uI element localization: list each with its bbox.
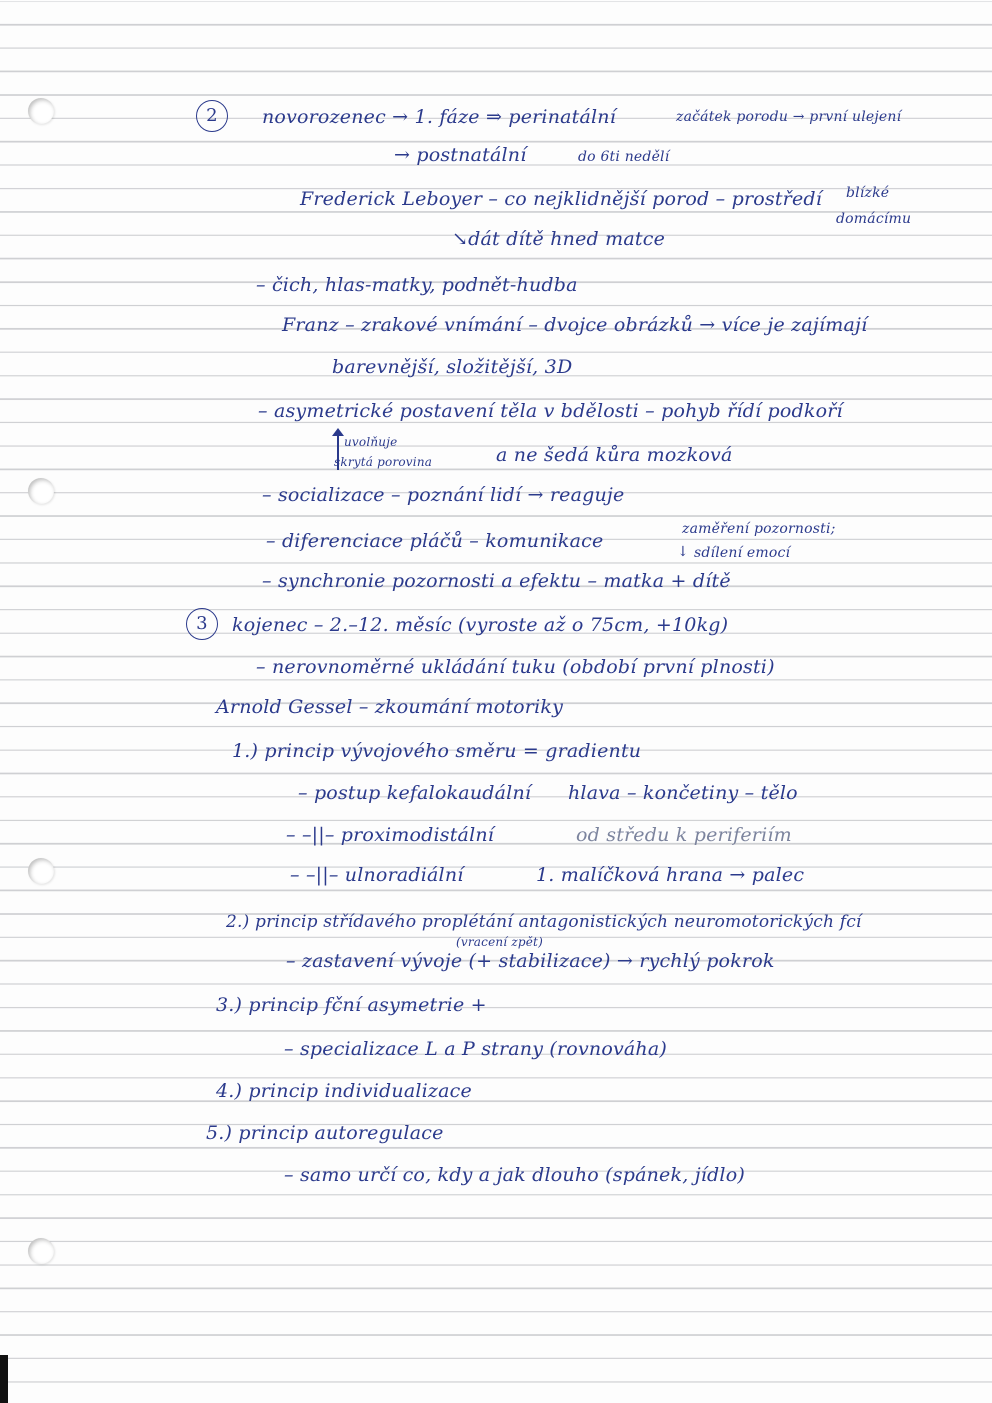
note-annotation: od středu k periferiím: [576, 824, 792, 846]
note-line: novorozenec → 1. fáze ⇒ perinatální: [262, 106, 617, 128]
punch-hole: [28, 858, 54, 884]
note-line: 5.) princip autoregulace: [206, 1122, 444, 1144]
note-line: kojenec – 2.–12. měsíc (vyroste až o 75cm, +10kg): [232, 614, 729, 636]
note-line: – socializace – poznání lidí → reaguje: [262, 484, 625, 506]
note-annotation: zaměření pozornosti;: [682, 521, 836, 537]
note-annotation: začátek porodu → první ulejení: [676, 109, 902, 125]
note-line: ↘dát dítě hned matce: [452, 228, 666, 250]
note-line: – zastavení vývoje (+ stabilizace) → rychlý pokrok: [286, 950, 775, 972]
note-annotation: (vracení zpět): [456, 935, 543, 949]
note-line: – čich, hlas-matky, podnět-hudba: [256, 274, 578, 296]
note-line: Arnold Gessel – zkoumání motoriky: [216, 696, 564, 718]
note-annotation: sdílení emocí: [694, 545, 791, 561]
note-line: 1.) princip vývojového směru = gradientu: [232, 740, 642, 762]
note-line: – specializace L a P strany (rovnováha): [284, 1038, 667, 1060]
note-annotation: 1. malíčková hrana → palec: [536, 864, 805, 886]
note-line: – nerovnoměrné ukládání tuku (období první plnosti): [256, 656, 775, 678]
note-line: – postup kefalokaudální: [298, 782, 532, 804]
note-line: → postnatální: [394, 144, 527, 166]
note-line: Frederick Leboyer – co nejklidnější porod – prostředí: [300, 188, 823, 210]
note-line: – asymetrické postavení těla v bdělosti – pohyb řídí podkoří: [258, 400, 843, 422]
note-annotation: skrytá porovina: [334, 455, 433, 469]
note-line: – samo určí co, kdy a jak dlouho (spánek, jídlo): [284, 1164, 745, 1186]
scan-edge: [0, 1355, 8, 1403]
note-line: – –||– ulnoradiální: [290, 864, 464, 886]
note-line: 3.) princip fční asymetrie +: [216, 994, 487, 1016]
note-annotation: blízké: [846, 185, 890, 201]
punch-hole: [28, 1238, 54, 1264]
note-line: Franz – zrakové vnímání – dvojce obrázků → více je zajímají: [282, 314, 868, 336]
note-annotation: hlava – končetiny – tělo: [568, 782, 798, 804]
note-line: a ne šedá kůra mozková: [496, 444, 733, 466]
section-2-number: 2: [196, 100, 228, 132]
punch-hole: [28, 478, 54, 504]
note-annotation: uvolňuje: [344, 435, 398, 449]
note-line: barevnější, složitější, 3D: [332, 356, 573, 378]
note-annotation: do 6ti nedělí: [578, 149, 670, 165]
note-line: – diferenciace pláčů – komunikace: [266, 530, 604, 552]
note-line: 2.) princip střídavého proplétání antagonistických neuromotorických fcí: [226, 912, 862, 932]
note-line: 4.) princip individualizace: [216, 1080, 472, 1102]
note-annotation: domácímu: [836, 211, 912, 227]
section-3-number: 3: [186, 608, 218, 640]
down-arrow-icon: ↓: [677, 544, 689, 560]
note-line: – –||– proximodistální: [286, 824, 495, 846]
punch-hole: [28, 98, 54, 124]
note-line: – synchronie pozornosti a efektu – matka + dítě: [262, 570, 731, 592]
